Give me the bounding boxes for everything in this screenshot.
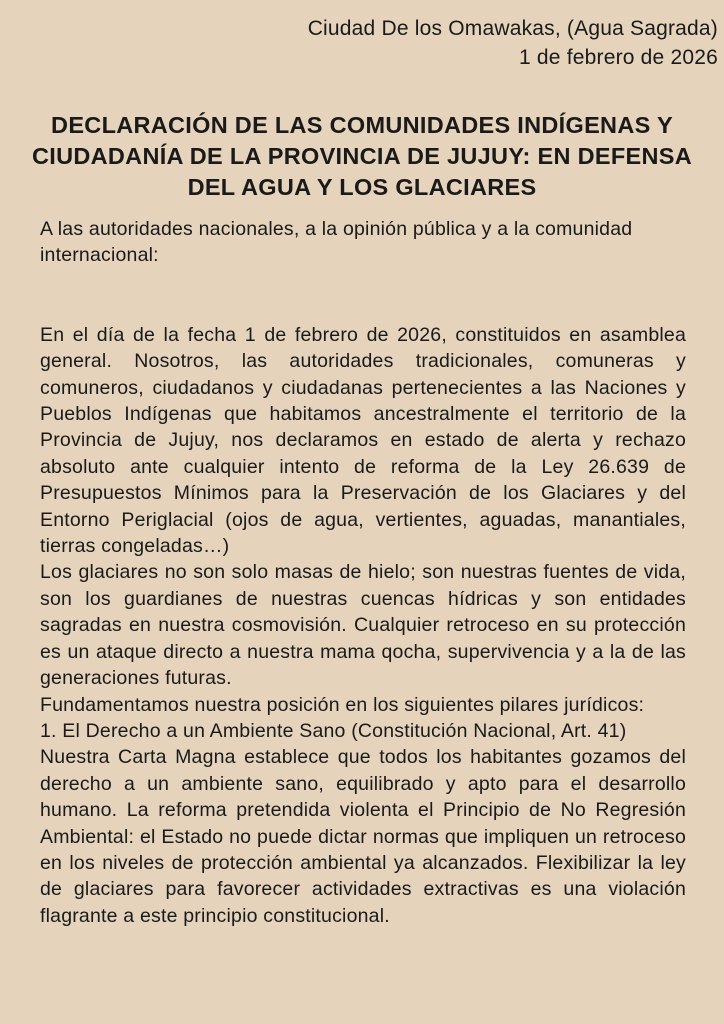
document-header (308, 14, 718, 72)
header-date: 1 de febrero de 2026 (519, 46, 718, 69)
pillar-1-text: Nuestra Carta Magna establece que todos los habitantes gozamos del derecho a un ambiente sano, equilibrado y apto para el desarrollo humano. La reforma pretendida violenta el Principio de No Regresión Ambiental: el Estado no puede dictar normas que impliquen un retroceso en los niveles de protección ambiental ya alcanzados. Flexibilizar la ley de glaciares para favorecer actividades extractivas es una violación flagrante a este principio constitucional. (40, 746, 686, 927)
paragraph-1: En el día de la fecha 1 de febrero de 2026, constituidos en asamblea general. Nosotros, las autoridades tradicionales, comuneras y comuneros, ciudadanos y ciudadanas pertenecientes a las Naciones y Pueblos Indígenas que habitamos ancestralmente el territorio de la Provincia de Jujuy, nos declaramos en estado de alerta y rechazo absoluto ante cualquier intento de reforma de la Ley 26.639 de Presupuestos Mínimos para la Preservación de los Glaciares y del Entorno Periglacial (ojos de agua, vertientes, aguadas, manantiales, tierras congeladas…) (40, 323, 686, 558)
paragraph-3: Fundamentamos nuestra posición en los siguientes pilares jurídicos: (40, 693, 645, 716)
pillar-1-heading: 1. El Derecho a un Ambiente Sano (Constitución Nacional, Art. 41) (40, 719, 627, 742)
document-body (40, 216, 686, 929)
paragraph-2: Los glaciares no son solo masas de hielo; son nuestras fuentes de vida, son los guardianes de nuestras cuencas hídricas y son entidades sagradas en nuestra cosmovisión. Cualquier retroceso en su protección es un ataque directo a nuestra mama qocha, supervivencia y a la de las generaciones futuras. (40, 561, 686, 690)
salutation: A las autoridades nacionales, a la opinión pública y a la comunidad internacional: (40, 218, 633, 267)
document-title: DECLARACIÓN DE LAS COMUNIDADES INDÍGENAS Y CIUDADANÍA DE LA PROVINCIA DE JUJUY: EN DEFENSA DEL AGUA Y LOS GLACIARES (32, 112, 692, 200)
paragraph-gap (40, 269, 686, 322)
header-place: Ciudad De los Omawakas, (Agua Sagrada) (307, 17, 718, 40)
